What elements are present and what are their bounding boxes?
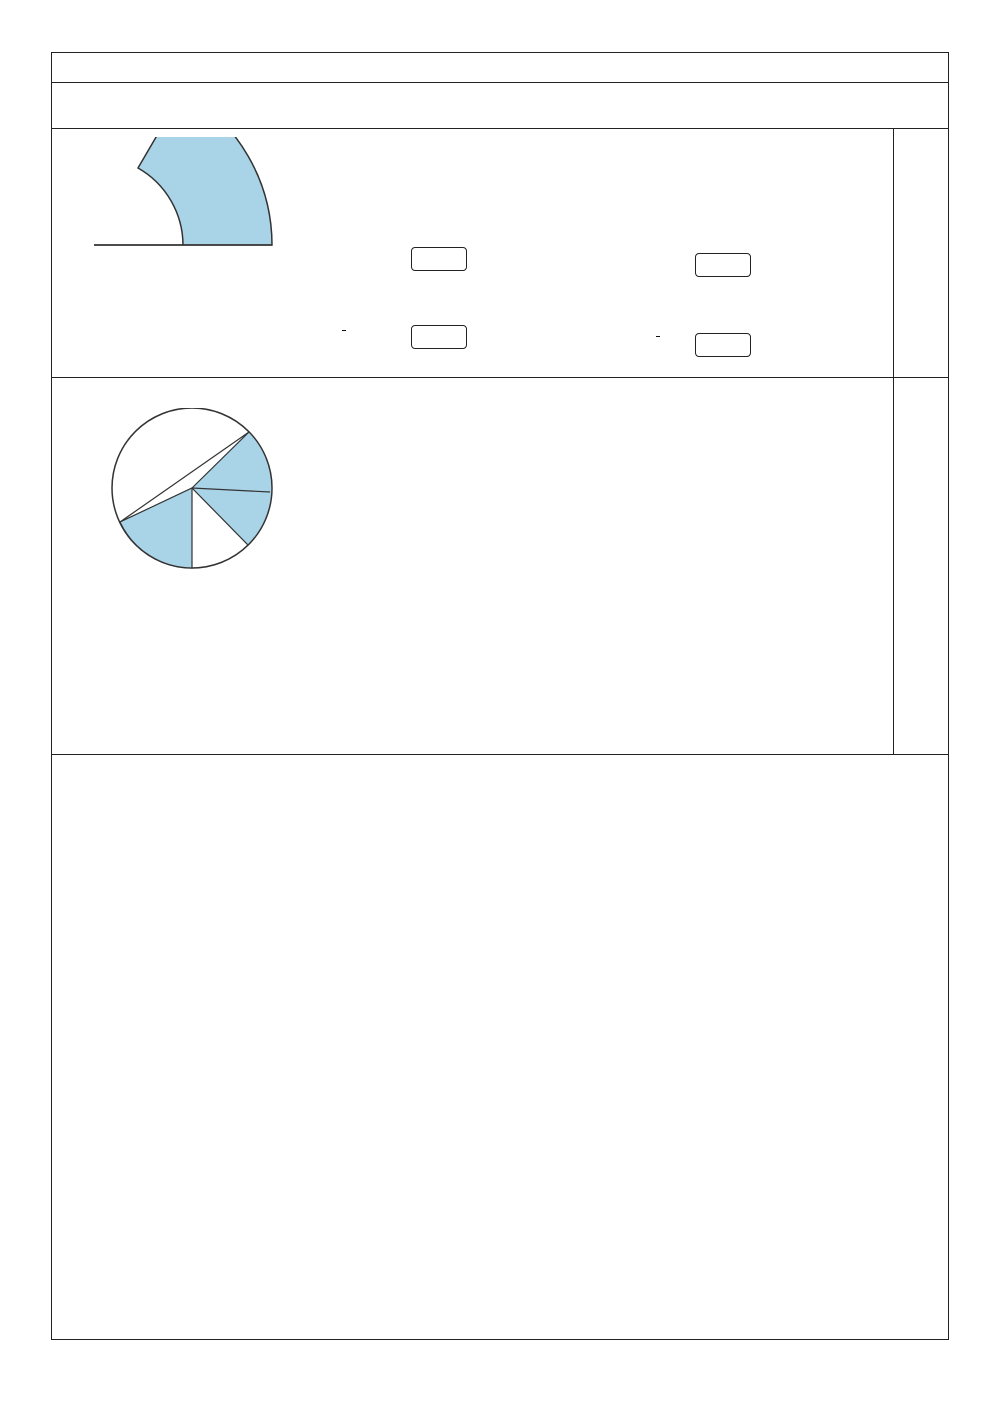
question-number <box>893 378 948 754</box>
title-row <box>52 53 948 83</box>
option-label <box>342 319 346 340</box>
question-number <box>893 129 948 377</box>
fraction <box>342 330 346 331</box>
answer-box[interactable] <box>695 333 751 357</box>
answer-box[interactable] <box>411 247 467 271</box>
instruction-row <box>52 83 948 129</box>
shaded-ring-sector <box>94 137 272 245</box>
sector-figure <box>82 137 292 257</box>
worksheet <box>51 52 949 1340</box>
question-6 <box>52 129 948 378</box>
question-7 <box>52 378 948 755</box>
circle-figure <box>92 408 312 578</box>
answer-box[interactable] <box>695 253 751 277</box>
option-label <box>656 325 660 346</box>
answer-box[interactable] <box>411 325 467 349</box>
fraction <box>656 336 660 337</box>
